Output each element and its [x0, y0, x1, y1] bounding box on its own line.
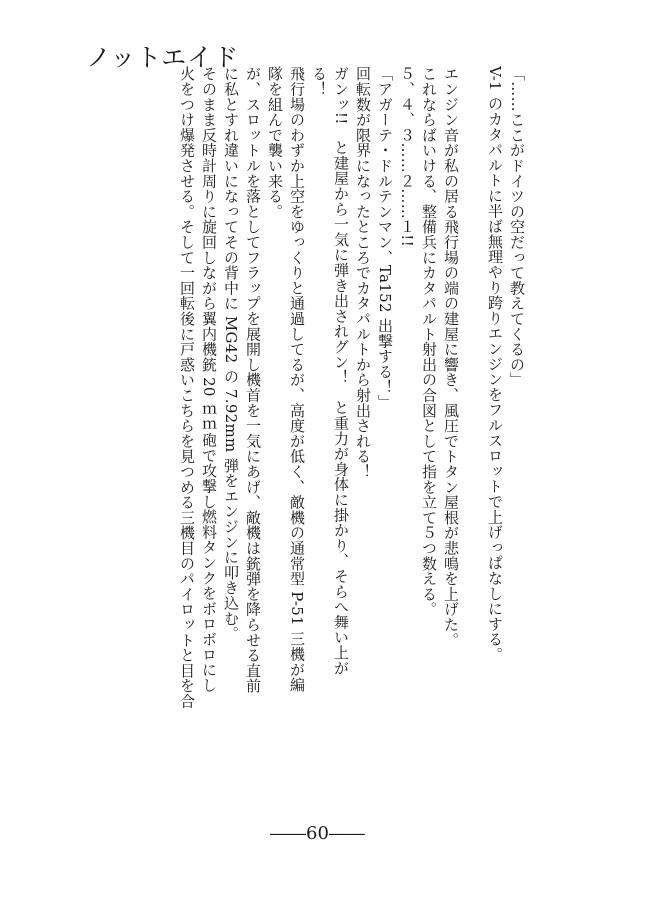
text-line: 飛行場のわずか上空をゆっくりと通過してるが、高度が低く、敵機の通常型 P-51 三機が編	[288, 66, 306, 693]
text-line: ガンッ!! と建屋から一気に弾き出されグン！ と重力が身体に掛かり、そらへ舞い上が	[332, 66, 350, 676]
text-line: エンジン音が私の居る飛行場の端の建屋に響き、風圧でトタン屋根が悲鳴を上げた。	[442, 66, 460, 648]
text-line: 隊を組んで襲い来る。	[266, 66, 284, 219]
text-line: る！	[310, 66, 328, 97]
page-number: ――60――	[270, 823, 365, 844]
text-line: 回転数が限界になったところでカタパルトから射出される！	[354, 66, 372, 480]
text-line: そのまま反時計周りに旋回しながら翼内機銃 20 ｍｍ砲で攻撃し燃料タンクをボロボロにし	[200, 66, 218, 693]
text-line: に私とすれ違いになってその背中に MG42 の 7.92mm 弾をエンジンに叩き込む。	[222, 66, 240, 642]
text-line: ５、４、３……２……１!!	[398, 66, 416, 247]
text-line: 「アガーテ・ドルテンマン、Ta152 出撃する！」	[376, 66, 394, 410]
text-line: これならばいける、整備兵にカタパルト射出の合図として指を立て５つ数える。	[420, 66, 438, 617]
running-header: ノットエイド	[86, 43, 240, 72]
text-line: 火をつけ爆発させる。そして一回転後に戸惑いこちらを見つめる三機目のパイロットと目を合	[178, 66, 196, 709]
text-line: 「……ここがドイツの空だって教えてくるの」	[508, 66, 526, 388]
vertical-body-text	[82, 66, 528, 798]
text-line: V-1 のカタパルトに半ば無理やり跨りエンジンをフルスロットで上げっぱなしにする。	[486, 66, 504, 663]
text-line: が、スロットルを落としてフラップを展開し機首を一気にあげ、敵機は銃弾を降らせる直前	[244, 66, 262, 694]
